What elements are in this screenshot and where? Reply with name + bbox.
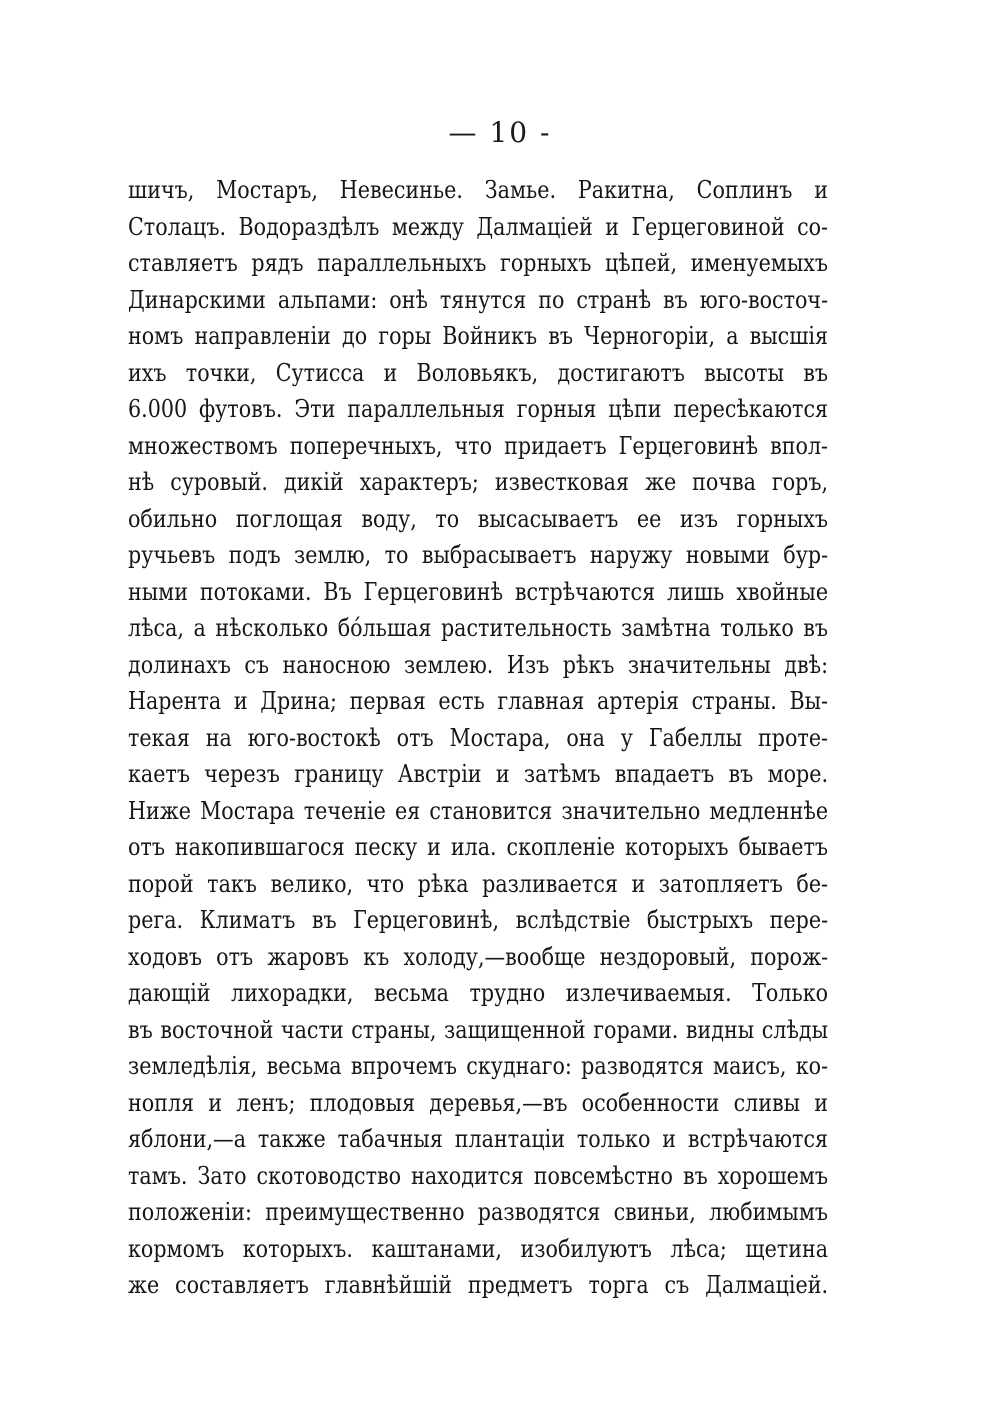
body-text — [128, 172, 828, 1304]
text-line: ставляетъ рядъ параллельныхъ горныхъ цѣпей, именуемыхъ — [128, 249, 829, 277]
text-line: кормомъ которыхъ. каштанами, изобилуютъ лѣса; щетина — [128, 1234, 829, 1263]
text-line: порой такъ велико, что рѣка разливается и затопляетъ бе- — [128, 869, 829, 898]
text-line: шичъ, Мостаръ, Невесинье. Замье. Ракитна, Соплинъ и — [128, 176, 829, 204]
text-line: ихъ точки, Сутисса и Воловьякъ, достигаютъ высоты въ — [128, 358, 829, 387]
text-line: яблони,—а также табачныя плантаціи только и встрѣчаются — [128, 1125, 829, 1153]
text-line: Столацъ. Водораздѣлъ между Далмаціей и Герцеговиной со- — [128, 212, 829, 241]
text-line: же составляетъ главнѣйшій предметъ торга съ Далмаціей. — [128, 1271, 829, 1299]
text-line: нѣ суровый. дикій характеръ; известковая же почва горъ, — [128, 468, 829, 496]
text-line: положеніи: преимущественно разводятся свиньи, любимымъ — [128, 1198, 829, 1226]
text-line: долинахъ съ наносною землею. Изъ рѣкъ значительны двѣ: — [128, 650, 829, 679]
text-line: номъ направленіи до горы Войникъ въ Черногоріи, а высшія — [128, 322, 829, 350]
text-line: нопля и ленъ; плодовыя деревья,—въ особенности сливы и — [128, 1088, 829, 1117]
text-line: земледѣлія, весьма впрочемъ скуднаго: разводятся маисъ, ко- — [128, 1052, 829, 1080]
page-number: — 10 - — [448, 116, 552, 149]
text-line: дающій лихорадки, весьма трудно излечиваемыя. Только — [128, 979, 829, 1007]
text-line: въ восточной части страны, защищенной горами. видны слѣды — [128, 1015, 829, 1044]
text-line: множествомъ поперечныхъ, что придаетъ Герцеговинѣ впол- — [128, 431, 829, 460]
text-line: отъ накопившагося песку и ила. скопленіе которыхъ бываетъ — [128, 833, 829, 861]
text-line: тамъ. Зато скотоводство находится повсемѣстно въ хорошемъ — [128, 1161, 829, 1190]
text-line: ными потоками. Въ Герцеговинѣ встрѣчаются лишь хвойные — [128, 577, 829, 606]
text-line: Нарента и Дрина; первая есть главная артерія страны. Вы- — [128, 687, 829, 715]
text-line: ходовъ отъ жаровъ къ холоду,—вообще нездоровый, порож- — [128, 942, 829, 971]
text-line: обильно поглощая воду, то высасываетъ ее изъ горныхъ — [128, 504, 829, 533]
text-line: Динарскими альпами: онѣ тянутся по странѣ въ юго-восточ- — [128, 285, 829, 314]
text-line: текая на юго-востокѣ отъ Мостара, она у Габеллы проте- — [128, 723, 829, 752]
text-line: каетъ черезъ границу Австріи и затѣмъ впадаетъ въ море. — [128, 760, 829, 788]
text-line: ручьевъ подъ землю, то выбрасываетъ наружу новыми бур- — [128, 541, 829, 569]
text-line: Ниже Мостара теченіе ея становится значительно медленнѣе — [128, 796, 829, 825]
text-line: 6.000 футовъ. Эти параллельныя горныя цѣпи пересѣкаются — [128, 395, 829, 423]
text-line: лѣса, а нѣсколько бо́льшая растительность замѣтна только въ — [128, 614, 829, 642]
text-line: рега. Климатъ въ Герцеговинѣ, вслѣдствіе быстрыхъ пере- — [128, 906, 829, 934]
